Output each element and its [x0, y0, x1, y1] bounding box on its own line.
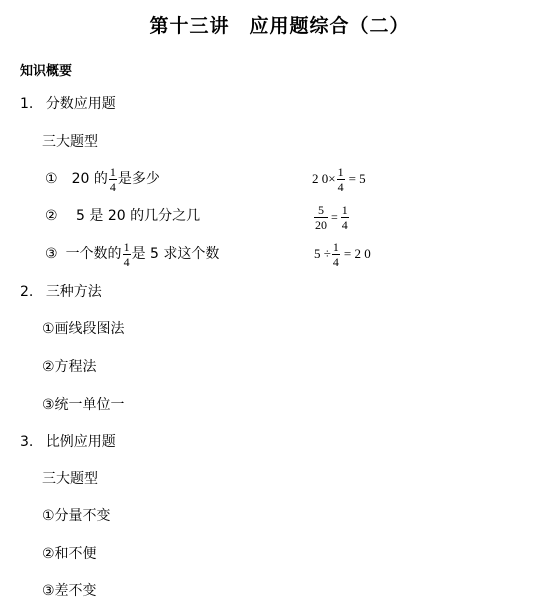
section1-number: 1.	[20, 96, 34, 112]
item1-formula-denominator: 4	[337, 179, 344, 194]
item3-pre-text: 一个数的	[65, 246, 122, 262]
item2-formula-fraction-1	[314, 204, 328, 231]
item2-formula-denominator-1: 20	[315, 217, 327, 232]
item1-fraction-denominator: 4	[109, 179, 116, 194]
section3-subheading: 三大题型	[42, 471, 98, 487]
section2-title: 三种方法	[45, 284, 102, 300]
section2-item-3: ③统一单位一	[42, 397, 125, 413]
item1-marker: ①	[45, 171, 58, 187]
section2-heading	[20, 283, 102, 301]
item1-formula-left: 2 0×	[312, 171, 336, 186]
section3-item-2: ②和不便	[42, 546, 97, 562]
item1-formula-right: = 5	[348, 171, 366, 186]
section1-item-1	[45, 163, 160, 195]
item2-formula	[313, 199, 350, 235]
item1-formula	[312, 162, 372, 196]
section1-heading	[20, 95, 116, 113]
item1-formula-fraction	[337, 166, 345, 193]
section1-title: 分数应用题	[45, 96, 116, 112]
section1-subheading: 三大题型	[42, 134, 98, 150]
item1-fraction-numerator: 1	[109, 164, 116, 179]
item3-post-text: 是 5 求这个数	[131, 246, 220, 262]
section3-number: 3.	[20, 434, 34, 450]
item1-fraction	[109, 166, 117, 193]
section2-item-2: ②方程法	[42, 359, 97, 375]
item2-text: 5 是 20 的几分之几	[76, 208, 201, 224]
item1-pre-text: 20 的	[71, 171, 108, 187]
item3-formula-denominator: 4	[332, 254, 339, 269]
item3-formula	[314, 237, 372, 271]
item3-formula-numerator: 1	[332, 239, 339, 254]
section1-item-3	[45, 237, 219, 271]
item3-formula-right: = 2 0	[343, 246, 371, 261]
item2-formula-numerator-1: 5	[318, 202, 324, 217]
overview-heading: 知识概要	[20, 64, 73, 79]
section3-title: 比例应用题	[45, 434, 116, 450]
item3-marker: ③	[45, 246, 58, 262]
section3-item-1: ①分量不变	[42, 508, 111, 524]
item1-formula-numerator: 1	[337, 164, 344, 179]
section3-heading	[20, 433, 116, 451]
item2-formula-equals: =	[331, 209, 338, 224]
item2-formula-denominator-2: 4	[341, 217, 348, 232]
section3-item-3: ③差不变	[42, 583, 97, 599]
section1-item-2	[45, 207, 200, 225]
page-title: 第十三讲 应用题综合（二）	[149, 15, 410, 37]
section2-number: 2.	[20, 284, 34, 300]
item3-fraction-numerator: 1	[123, 239, 130, 254]
item2-marker: ②	[45, 208, 58, 224]
item1-post-text: 是多少	[117, 171, 160, 187]
item3-fraction	[123, 241, 131, 268]
item2-formula-fraction-2	[341, 204, 349, 231]
item3-formula-left: 5 ÷	[314, 246, 331, 261]
item3-fraction-denominator: 4	[123, 254, 130, 269]
item2-formula-numerator-2: 1	[341, 202, 348, 217]
section2-item-1: ①画线段图法	[42, 321, 125, 337]
item3-formula-fraction	[332, 241, 340, 268]
